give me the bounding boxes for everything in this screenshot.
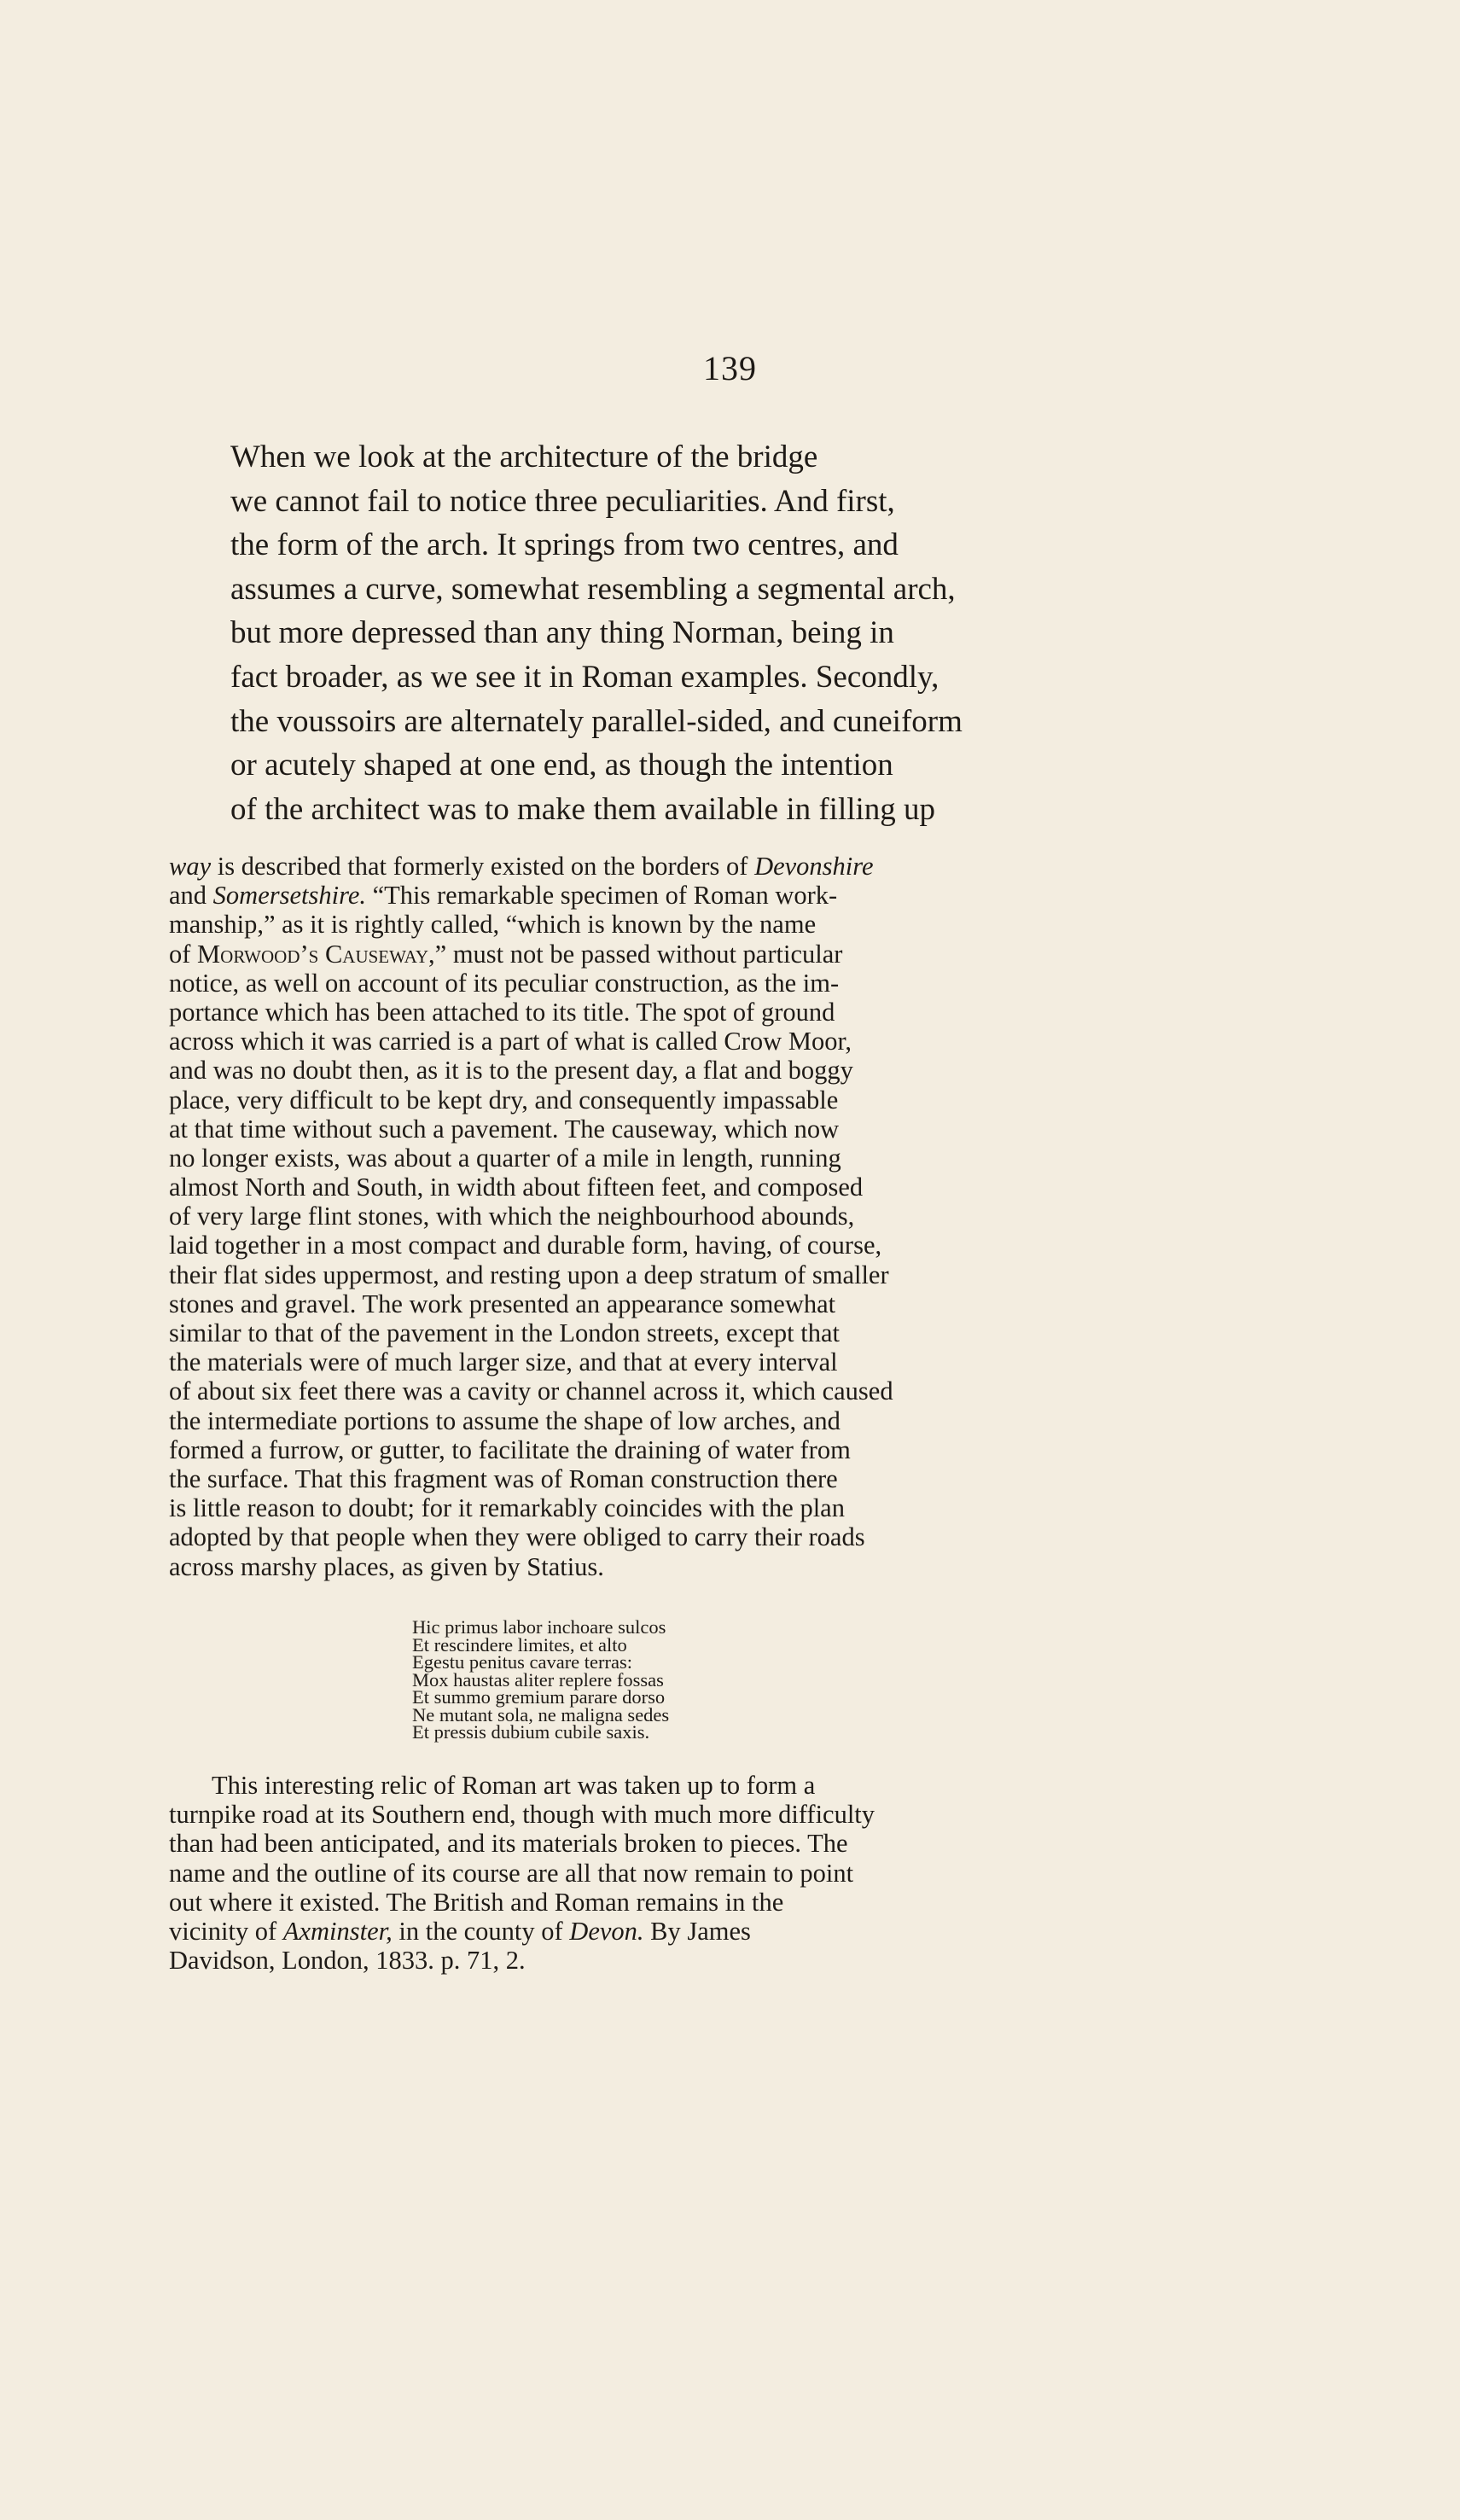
- main-text-line: or acutely shaped at one end, as though the intention: [230, 748, 893, 783]
- footnote-line: the intermediate portions to assume the shape of low arches, and: [169, 1405, 841, 1435]
- footnote-italic: Devonshire: [754, 852, 874, 881]
- main-text-line: fact broader, as we see it in Roman examples. Secondly,: [230, 659, 939, 695]
- footnote-text: “This remarkable specimen of Roman work-: [365, 881, 838, 911]
- latin-verse-quotation: [412, 1616, 670, 1743]
- footnote-italic: Devon.: [569, 1916, 644, 1946]
- footnote-line: laid together in a most compact and durable form, having, of course,: [169, 1231, 882, 1260]
- footnote-line: turnpike road at its Southern end, though with much more difficulty: [169, 1800, 875, 1830]
- footnote-paragraph: [169, 852, 1087, 1581]
- footnote-line: formed a furrow, or gutter, to facilitate the draining of water from: [169, 1435, 851, 1464]
- main-text-line: the voussoirs are alternately parallel-sided, and cuneiform: [230, 703, 963, 739]
- footnote-line: their flat sides uppermost, and resting upon a deep stratum of smaller: [169, 1260, 889, 1289]
- footnote-italic: Somersetshire.: [212, 881, 366, 911]
- footnote-line: of very large flint stones, with which the neighbourhood abounds,: [169, 1202, 855, 1231]
- verse-line: Hic primus labor inchoare sulcos: [412, 1616, 666, 1638]
- footnote-line: adopted by that people when they were obliged to carry their roads: [169, 1522, 865, 1552]
- main-paragraph: [230, 435, 1088, 831]
- main-text-line: When we look at the architecture of the bridge: [230, 439, 818, 474]
- verse-line: Et rescindere limites, et alto: [412, 1633, 627, 1656]
- footnote-line: [169, 852, 1087, 881]
- main-text-line: the form of the arch. It springs from two centres, and: [230, 527, 899, 563]
- footnote-text: vicinity of: [169, 1916, 283, 1946]
- footnote-line: at that time without such a pavement. The causeway, which now: [169, 1114, 840, 1144]
- footnote-line: [169, 881, 1087, 910]
- footnote-line: no longer exists, was about a quarter of a mile in length, running: [169, 1143, 841, 1173]
- footnote-line: [169, 940, 1087, 969]
- footnote-line: similar to that of the pavement in the London streets, except that: [169, 1318, 841, 1347]
- footnote-line: name and the outline of its course are all that now remain to point: [169, 1858, 854, 1888]
- footnote-continuation-paragraph: [169, 1771, 1087, 1975]
- footnote-line: the surface. That this fragment was of Roman construction there: [169, 1464, 838, 1493]
- footnote-text: and: [169, 881, 213, 911]
- footnote-line: than had been anticipated, and its materials broken to pieces. The: [169, 1829, 848, 1859]
- main-text-line: assumes a curve, somewhat resembling a segmental arch,: [230, 571, 956, 607]
- main-text-line: of the architect was to make them available in filling up: [230, 791, 936, 827]
- verse-line: Et pressis dubium cubile saxis.: [412, 1721, 650, 1743]
- footnote-line: of about six feet there was a cavity or channel across it, which caused: [169, 1376, 893, 1406]
- footnote-italic: Axminster,: [282, 1916, 393, 1946]
- footnote-text: By James: [643, 1916, 751, 1946]
- footnote-line: place, very difficult to be kept dry, and consequently impassable: [169, 1085, 839, 1115]
- footnote-line: [169, 1917, 1087, 1946]
- footnote-text: is described that formerly existed on the borders of: [211, 852, 755, 881]
- footnote-line: and was no doubt then, as it is to the present day, a flat and boggy: [169, 1056, 853, 1085]
- footnote-text: ” must not be passed without particular: [434, 939, 843, 969]
- footnote-line: portance which has been attached to its title. The spot of ground: [169, 997, 835, 1027]
- footnote-smallcaps: Morwood’s Causeway,: [197, 939, 435, 969]
- footnote-line: the materials were of much larger size, and that at every interval: [169, 1347, 838, 1377]
- footnote-line: stones and gravel. The work presented an appearance somewhat: [169, 1289, 836, 1318]
- verse-line: Et summo gremium parare dorso: [412, 1686, 666, 1708]
- verse-line: Ne mutant sola, ne maligna sedes: [412, 1703, 670, 1726]
- footnote-italic: way: [169, 852, 212, 881]
- footnote-line: notice, as well on account of its peculiar construction, as the im-: [169, 968, 840, 998]
- footnote-line: This interesting relic of Roman art was taken up to form a: [212, 1771, 816, 1800]
- verse-line: Egestu penitus cavare terras:: [412, 1651, 633, 1673]
- footnote-line: manship,” as it is rightly called, “which is known by the name: [169, 910, 817, 940]
- main-text-line: we cannot fail to notice three peculiarities. And first,: [230, 483, 895, 519]
- verse-line: Mox haustas aliter replere fossas: [412, 1668, 664, 1691]
- footnote-line: across marshy places, as given by Statius.: [169, 1551, 604, 1581]
- footnote-line: almost North and South, in width about fifteen feet, and composed: [169, 1173, 864, 1202]
- main-text-line: but more depressed than any thing Norman, being in: [230, 615, 894, 651]
- page-number: 139: [703, 349, 757, 387]
- footnote-line: out where it existed. The British and Roman remains in the: [169, 1887, 784, 1917]
- footnote-line: across which it was carried is a part of what is called Crow Moor,: [169, 1027, 852, 1056]
- footnote-text: of: [169, 939, 198, 969]
- footnote-line: is little reason to doubt; for it remarkably coincides with the plan: [169, 1493, 845, 1523]
- footnote-line: Davidson, London, 1833. p. 71, 2.: [169, 1946, 526, 1976]
- footnote-text: in the county of: [392, 1916, 570, 1946]
